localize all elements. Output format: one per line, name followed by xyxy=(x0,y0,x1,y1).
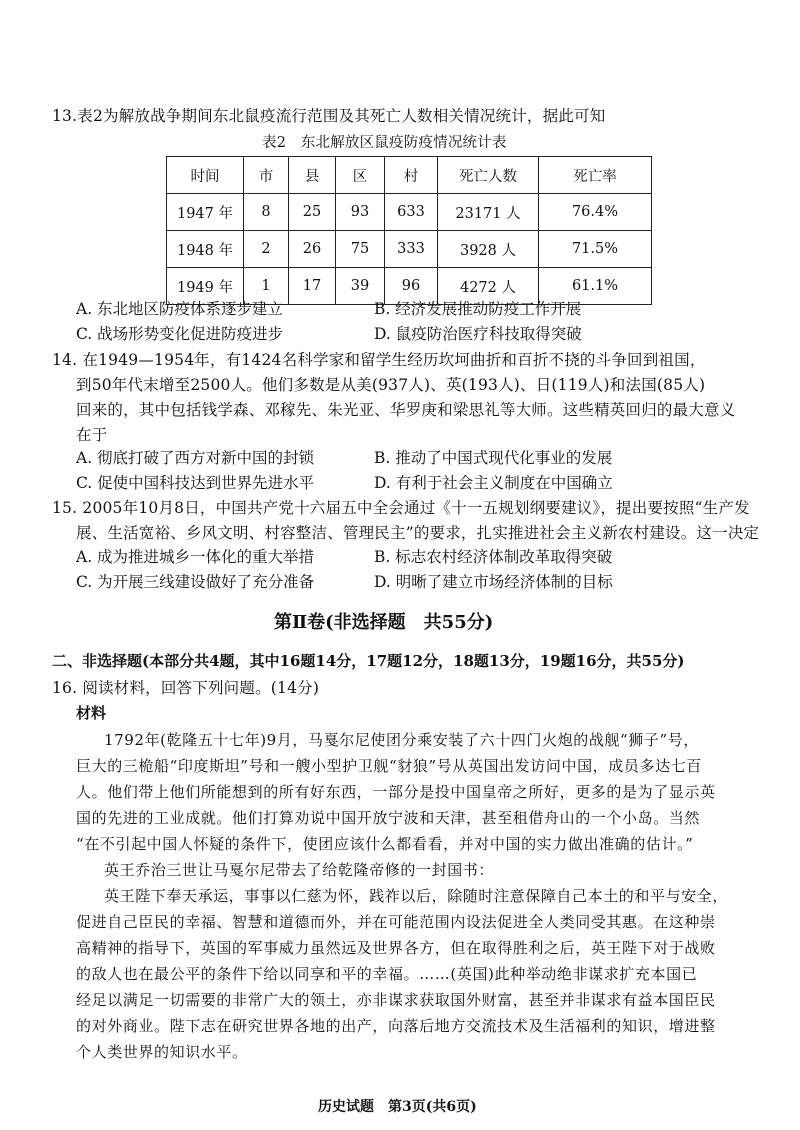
q13-option-b[interactable]: B. 经济发展推动防疫工作开展 xyxy=(374,300,582,318)
table-cell: 2 xyxy=(244,231,289,268)
table-caption: 表2 东北解放区鼠疫防疫情况统计表 xyxy=(262,135,507,151)
col-header: 村 xyxy=(385,157,438,194)
q15-option-a[interactable]: A. 成为推进城乡一体化的重大举措 xyxy=(76,548,315,566)
material-line: 高精神的指导下，英国的军事威力虽然远及世界各方，但在取得胜利之后，英王陛下对于战败 xyxy=(76,939,716,957)
col-header: 死亡率 xyxy=(539,157,652,194)
table-cell: 76.4% xyxy=(539,194,652,231)
material-line: 人。他们带上他们所能想到的所有好东西，一部分是投中国皇帝之所好，更多的是为了显示英 xyxy=(76,783,716,801)
table-cell: 96 xyxy=(385,268,438,305)
material-line: 1792年(乾隆五十七年)9月，马戛尔尼使团分乘安装了六十四门火炮的战舰“狮子”号， xyxy=(104,731,699,749)
q14-option-c[interactable]: C. 促使中国科技达到世界先进水平 xyxy=(76,474,315,492)
material-label: 材料 xyxy=(76,704,107,722)
q16-stem: 16. 阅读材料，回答下列问题。(14分) xyxy=(52,679,320,697)
material-line: 经足以满足一切需要的非常广大的领土，亦非谋求获取国外财富，甚至并非谋求有益本国臣民 xyxy=(76,991,716,1009)
table-cell: 39 xyxy=(336,268,385,305)
q14-option-a[interactable]: A. 彻底打破了西方对新中国的封锁 xyxy=(76,449,315,467)
table-cell: 1 xyxy=(244,268,289,305)
table-cell: 71.5% xyxy=(539,231,652,268)
q13-stem: 13.表2为解放战争期间东北鼠疫流行范围及其死亡人数相关情况统计，据此可知 xyxy=(52,107,606,125)
q15-line: 展、生活宽裕、乡风文明、村容整洁、管理民主”的要求，扎实推进社会主义新农村建设。这一决定 xyxy=(76,524,760,542)
table-cell: 633 xyxy=(385,194,438,231)
table-cell: 3928 人 xyxy=(438,231,539,268)
table-row xyxy=(167,231,652,268)
col-header: 死亡人数 xyxy=(438,157,539,194)
col-header: 县 xyxy=(289,157,336,194)
q15-line: 15. 2005年10月8日，中国共产党十六届五中全会通过《十一五规划纲要建议》，提出要按照“生产发 xyxy=(52,499,750,517)
q15-option-d[interactable]: D. 明晰了建立市场经济体制的目标 xyxy=(374,573,613,591)
col-header: 时间 xyxy=(167,157,244,194)
table-cell: 75 xyxy=(336,231,385,268)
material-line: 英王乔治三世让马戛尔尼带去了给乾隆帝修的一封国书： xyxy=(104,861,495,879)
material-line: 英王陛下奉天承运，事事以仁慈为怀，践祚以后，除随时注意保障自己本土的和平与安全， xyxy=(104,887,729,905)
col-header: 区 xyxy=(336,157,385,194)
table-cell: 4272 人 xyxy=(438,268,539,305)
q15-option-c[interactable]: C. 为开展三线建设做好了充分准备 xyxy=(76,573,315,591)
material-line: “在不引起中国人怀疑的条件下，使团应该什么都看看，并对中国的实力做出准确的估计。” xyxy=(76,835,694,853)
q14-line: 到50年代末增至2500人。他们多数是从美(937人)、英(193人)、日(119人)和法国(85人) xyxy=(76,376,706,394)
table-cell: 61.1% xyxy=(539,268,652,305)
table-header-row xyxy=(167,157,652,194)
material-line: 促进自己臣民的幸福、智慧和道德而外，并在可能范围内设法促进全人类同受其惠。在这种崇 xyxy=(76,913,716,931)
section-title: 第Ⅱ卷(非选择题 共55分) xyxy=(274,612,494,633)
table-cell: 25 xyxy=(289,194,336,231)
material-line: 国的先进的工业成就。他们打算劝说中国开放宁波和天津，甚至租借舟山的一个小岛。当然 xyxy=(76,809,701,827)
material-line: 个人类世界的知识水平。 xyxy=(76,1043,248,1061)
section-header: 二、非选择题(本部分共4题，其中16题14分，17题12分，18题13分，19题16分，共55分) xyxy=(52,652,685,670)
table-cell: 8 xyxy=(244,194,289,231)
q15-option-b[interactable]: B. 标志农村经济体制改革取得突破 xyxy=(374,548,613,566)
plague-stats-table xyxy=(166,156,652,305)
table-cell: 333 xyxy=(385,231,438,268)
q14-line: 在于 xyxy=(76,426,108,444)
q13-option-d[interactable]: D. 鼠疫防治医疗科技取得突破 xyxy=(374,325,582,343)
material-line: 巨大的三桅船“印度斯坦”号和一艘小型护卫舰“豺狼”号从英国出发访问中国，成员多达七百 xyxy=(76,757,702,775)
table-row xyxy=(167,194,652,231)
q14-line: 回来的，其中包括钱学森、邓稼先、朱光亚、华罗庚和梁思礼等大师。这些精英回归的最大意义 xyxy=(76,401,736,419)
q13-option-c[interactable]: C. 战场形势变化促进防疫进步 xyxy=(76,325,284,343)
col-header: 市 xyxy=(244,157,289,194)
q14-option-d[interactable]: D. 有利于社会主义制度在中国确立 xyxy=(374,474,613,492)
q14-option-b[interactable]: B. 推动了中国式现代化事业的发展 xyxy=(374,449,613,467)
table-cell: 17 xyxy=(289,268,336,305)
page-footer: 历史试题 第3页(共6页) xyxy=(318,1099,477,1115)
table-cell: 1948 年 xyxy=(167,231,244,268)
material-line: 的敌人也在最公平的条件下给以同享和平的幸福。……(英国)此种举动绝非谋求扩充本国已 xyxy=(76,965,698,983)
table-cell: 93 xyxy=(336,194,385,231)
q13-option-a[interactable]: A. 东北地区防疫体系逐步建立 xyxy=(76,300,284,318)
table-cell: 26 xyxy=(289,231,336,268)
material-line: 的对外商业。陛下志在研究世界各地的出产，向落后地方交流技术及生活福利的知识，增进整 xyxy=(76,1017,716,1035)
table-cell: 1947 年 xyxy=(167,194,244,231)
table-cell: 23171 人 xyxy=(438,194,539,231)
q14-line: 14. 在1949—1954年，有1424名科学家和留学生经历坎坷曲折和百折不挠的斗争回到祖国， xyxy=(52,351,706,369)
table-cell: 1949 年 xyxy=(167,268,244,305)
